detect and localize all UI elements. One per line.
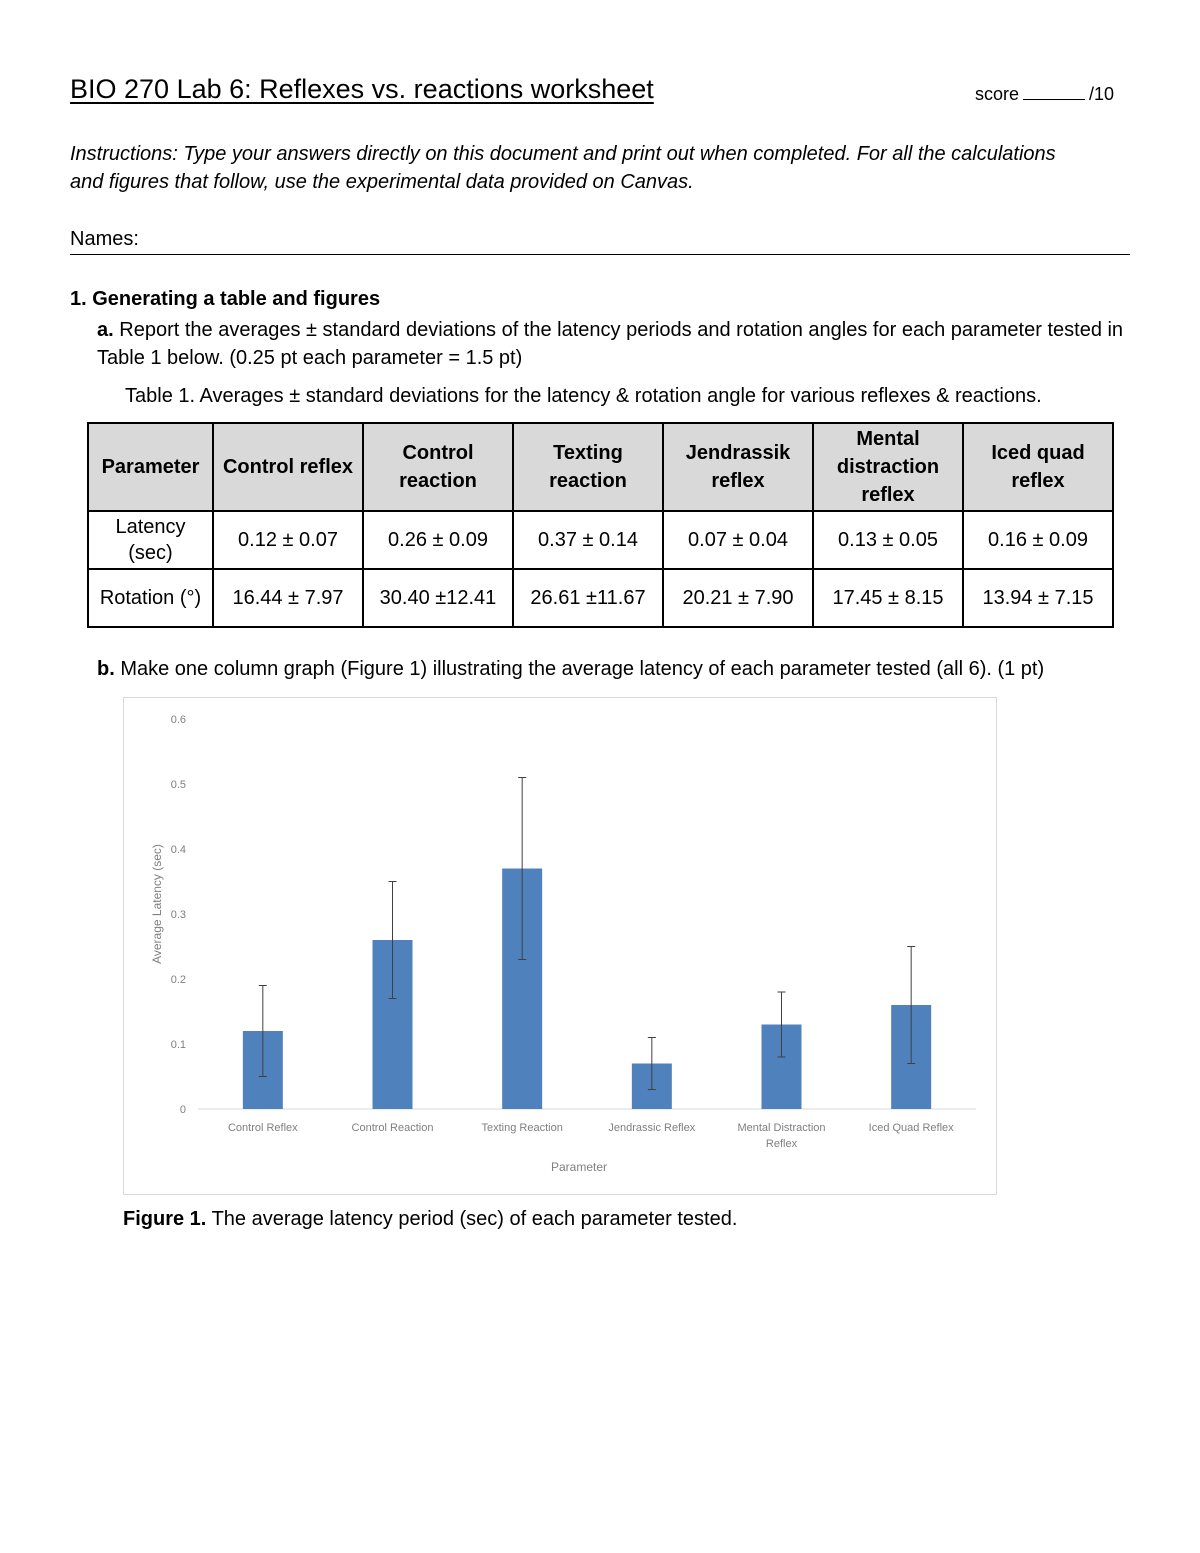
row-label: Latency (sec) — [88, 511, 213, 569]
table-caption: Table 1. Averages ± standard deviations for the latency & rotation angle for various reflexes & reactions. — [125, 385, 1042, 407]
y-tick-label: 0.4 — [170, 844, 186, 856]
header-cell: Control reaction — [363, 423, 513, 511]
table-row — [88, 569, 1113, 627]
y-tick-label: 0.2 — [170, 974, 186, 986]
figure-caption-text: The average latency period (sec) of each parameter tested. — [211, 1208, 738, 1230]
table-cell[interactable]: 20.21 ± 7.90 — [663, 569, 813, 627]
header-cell: Iced quad reflex — [963, 423, 1113, 511]
score-prefix: score — [975, 84, 1020, 104]
table-cell[interactable]: 0.07 ± 0.04 — [663, 511, 813, 569]
score-field — [975, 84, 1114, 105]
x-tick-label: Control Reaction — [351, 1122, 434, 1134]
table-cell[interactable]: 26.61 ±11.67 — [513, 569, 663, 627]
x-tick-label: Mental Distraction Reflex — [737, 1122, 826, 1150]
table-cell[interactable]: 13.94 ± 7.15 — [963, 569, 1113, 627]
x-tick-label: Control Reflex — [227, 1122, 298, 1134]
question-a — [97, 316, 1137, 372]
header-cell: Mental distraction reflex — [813, 423, 963, 511]
question-b-text: Make one column graph (Figure 1) illustrating the average latency of each parameter tested (all 6). (1 pt) — [120, 658, 1045, 680]
x-axis-title: Parameter — [550, 1160, 608, 1174]
header-cell: Control reflex — [213, 423, 363, 511]
table-cell[interactable]: 16.44 ± 7.97 — [213, 569, 363, 627]
header-cell: Texting reaction — [513, 423, 663, 511]
table-row — [88, 511, 1113, 569]
table-cell[interactable]: 0.16 ± 0.09 — [963, 511, 1113, 569]
table-cell[interactable]: 0.13 ± 0.05 — [813, 511, 963, 569]
section-1-heading: 1. Generating a table and figures — [70, 288, 381, 310]
score-blank[interactable] — [1023, 85, 1085, 100]
question-b — [97, 658, 1044, 681]
y-tick-label: 0.1 — [170, 1039, 186, 1051]
table-cell[interactable]: 0.37 ± 0.14 — [513, 511, 663, 569]
x-tick-label: Texting Reaction — [481, 1122, 563, 1134]
y-tick-label: 0.3 — [170, 909, 186, 921]
results-table — [87, 422, 1114, 628]
table-header-row — [88, 423, 1113, 511]
header-cell: Jendrassik reflex — [663, 423, 813, 511]
y-tick-label: 0.5 — [170, 779, 186, 791]
table-cell[interactable]: 0.26 ± 0.09 — [363, 511, 513, 569]
x-tick-label: Iced Quad Reflex — [868, 1122, 954, 1134]
table-cell[interactable]: 30.40 ±12.41 — [363, 569, 513, 627]
page-title: BIO 270 Lab 6: Reflexes vs. reactions worksheet — [70, 74, 654, 104]
chart-frame — [123, 697, 997, 1195]
names-label: Names: — [70, 228, 139, 250]
y-axis-title: Average Latency (sec) — [150, 844, 164, 964]
score-suffix: /10 — [1089, 84, 1115, 104]
x-tick-label: Jendrassic Reflex — [608, 1122, 696, 1134]
question-b-label: b. — [97, 658, 115, 680]
table-cell[interactable]: 0.12 ± 0.07 — [213, 511, 363, 569]
figure-caption — [123, 1208, 737, 1231]
question-a-text: Report the averages ± standard deviations of the latency periods and rotation angles for each parameter tested in Table 1 below. (0.25 pt each parameter = 1.5 pt) — [97, 319, 1124, 369]
table-cell[interactable]: 17.45 ± 8.15 — [813, 569, 963, 627]
names-line[interactable] — [70, 254, 1130, 255]
header-cell: Parameter — [88, 423, 213, 511]
instructions: Instructions: Type your answers directly on this document and print out when completed. For all the calculations and figures that follow, use the experimental data provided on Canvas. — [70, 143, 1056, 193]
question-a-label: a. — [97, 319, 114, 341]
figure-caption-label: Figure 1. — [123, 1208, 207, 1230]
y-tick-label: 0 — [179, 1104, 186, 1116]
latency-bar-chart — [124, 698, 996, 1194]
y-tick-label: 0.6 — [170, 714, 186, 726]
row-label: Rotation (°) — [88, 569, 213, 627]
